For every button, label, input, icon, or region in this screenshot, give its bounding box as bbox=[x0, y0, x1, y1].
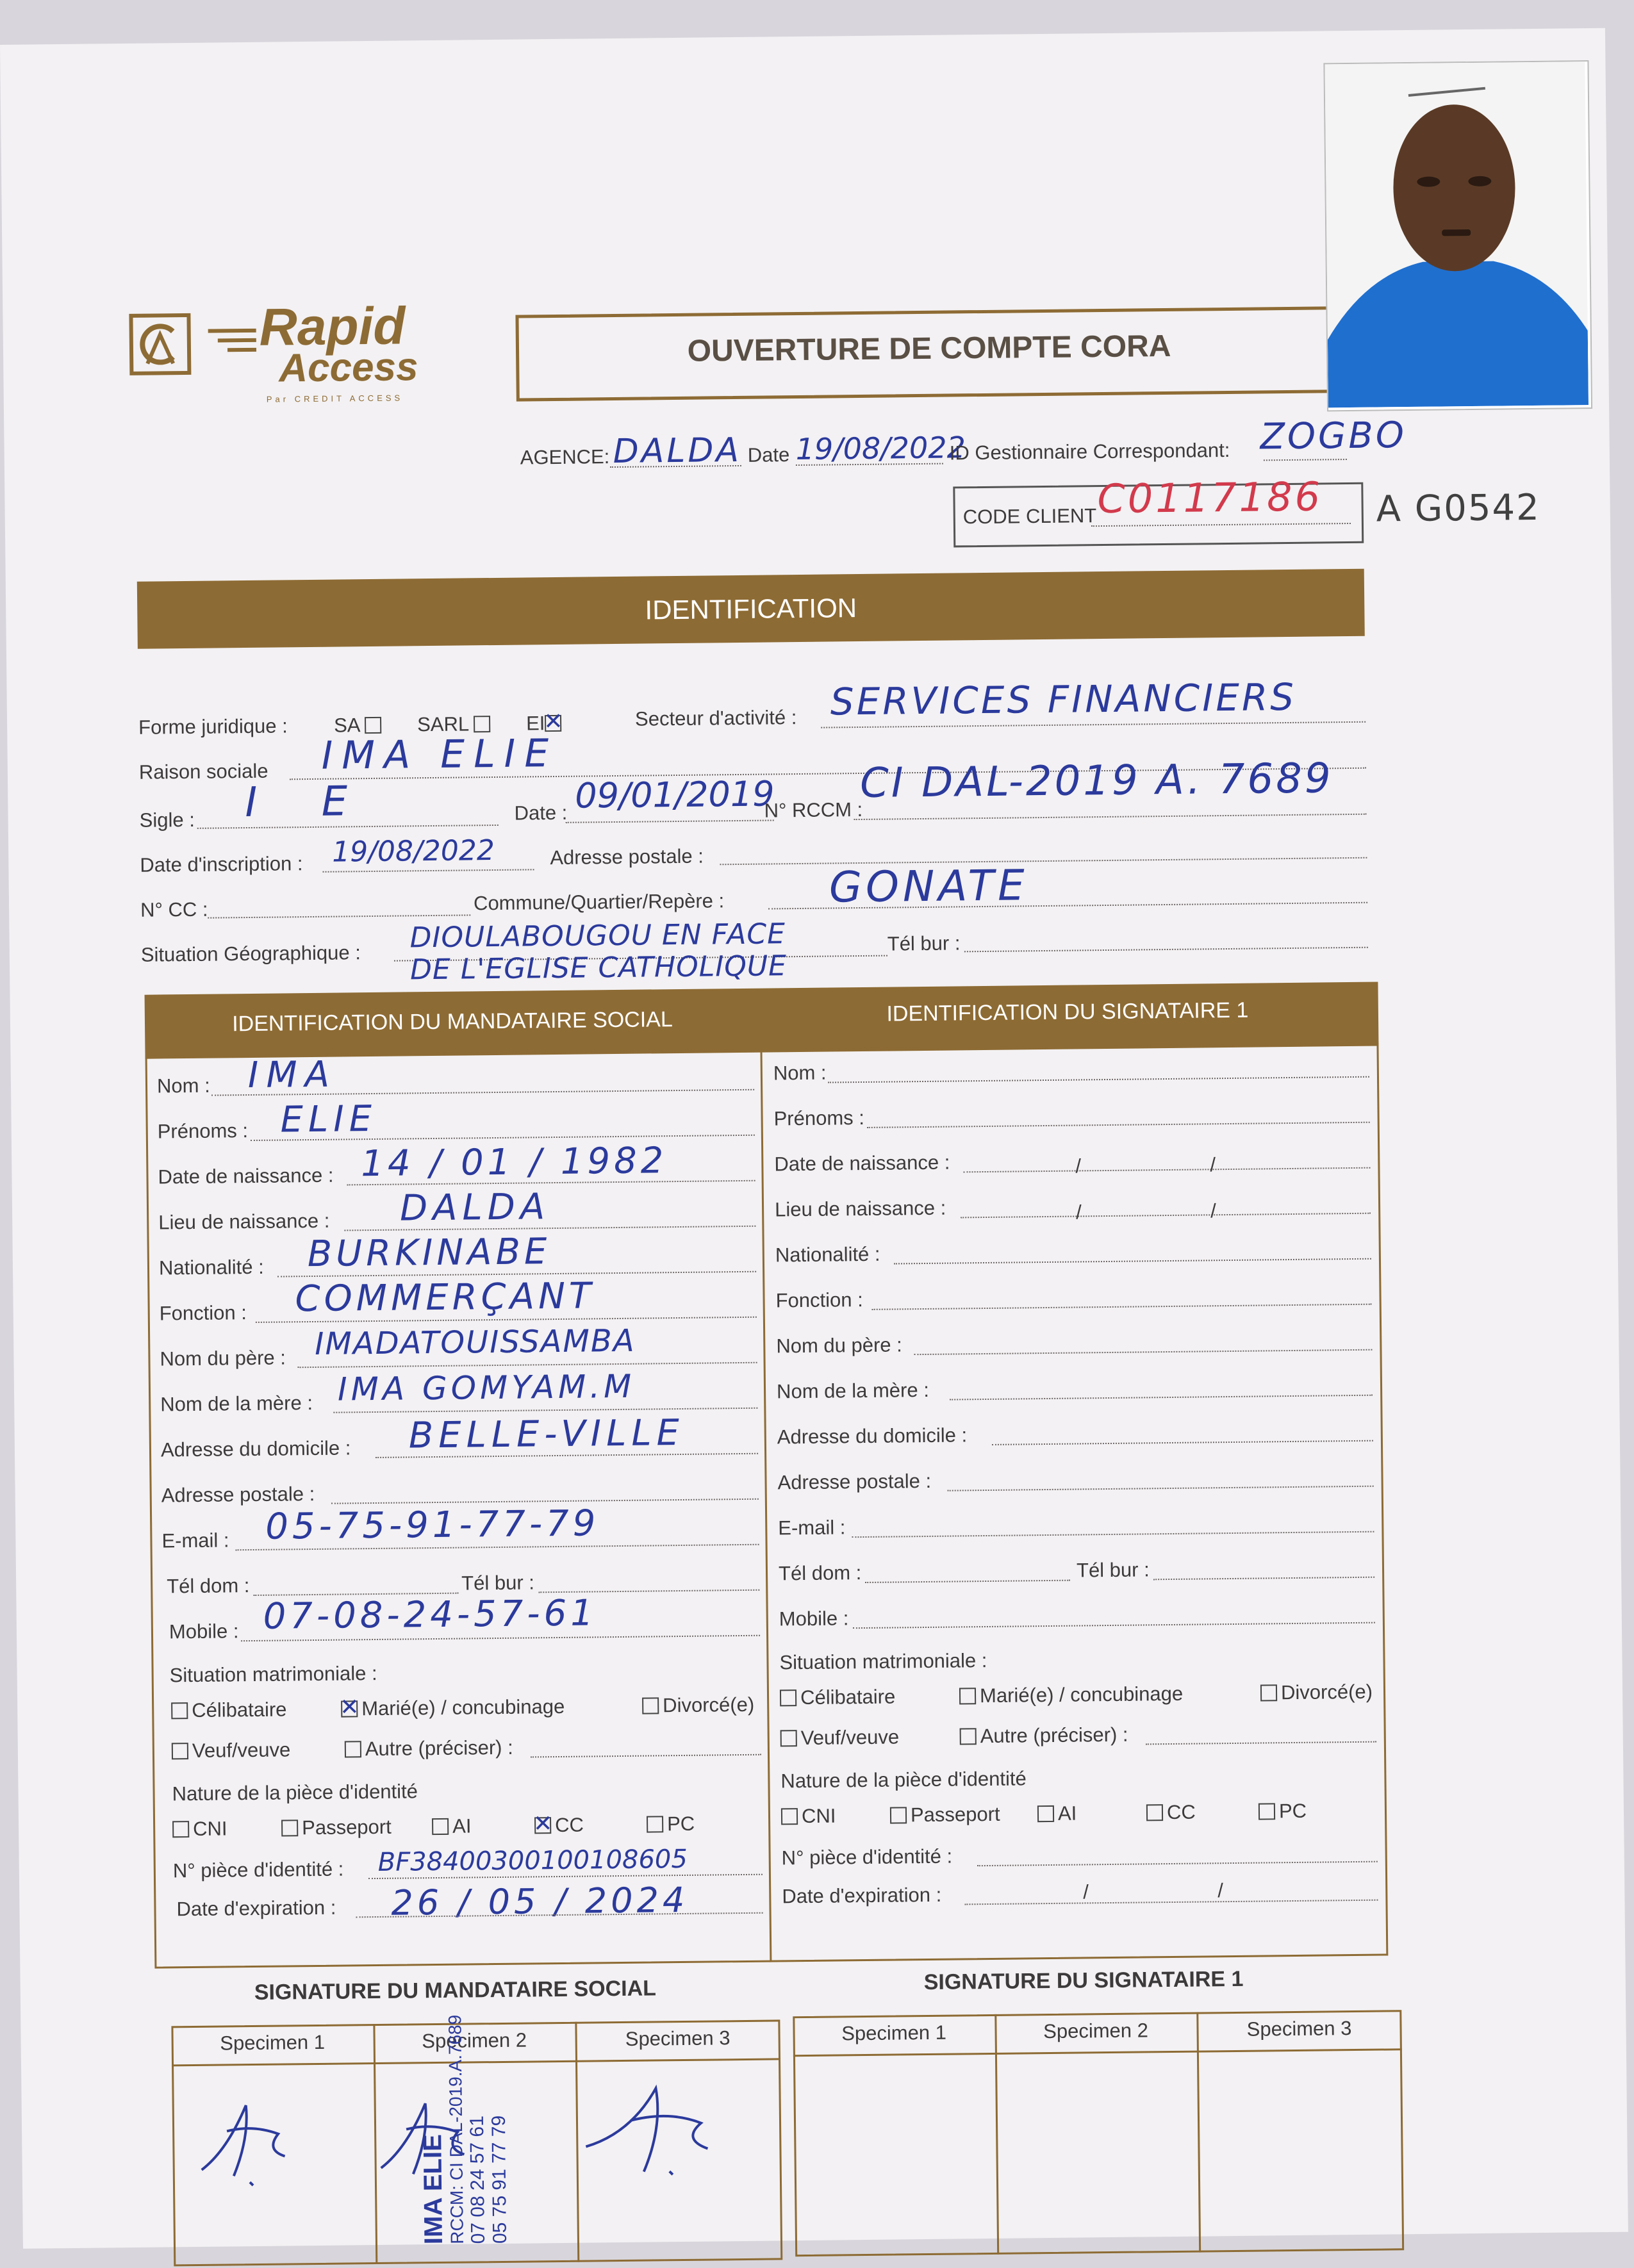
signataire-veuf[interactable] bbox=[780, 1725, 900, 1750]
mandataire-celibataire[interactable] bbox=[171, 1698, 287, 1722]
mandataire-piece-num-label: N° pièce d'identité : bbox=[172, 1857, 344, 1882]
mandataire-nationalite-value: BURKINABE bbox=[307, 1231, 551, 1276]
mandataire-mere-value: IMA GOMYAM.M bbox=[337, 1367, 636, 1408]
mandataire-pc-label: PC bbox=[666, 1812, 695, 1836]
signataire-date-slash: / bbox=[1075, 1201, 1082, 1224]
signataire-passeport[interactable] bbox=[890, 1803, 1000, 1827]
date-inscription-field[interactable] bbox=[323, 869, 534, 872]
signataire-divorce[interactable] bbox=[1260, 1680, 1373, 1705]
signataire-nationalite-label: Nationalité : bbox=[775, 1242, 880, 1267]
signature-specimen-1 bbox=[188, 2085, 304, 2196]
signataire-date-slash: / bbox=[1210, 1153, 1216, 1176]
situation-geo-value-2: DE L'EGLISE CATHOLIQUE bbox=[409, 949, 788, 987]
signataire-fonction-label: Fonction : bbox=[775, 1288, 863, 1312]
signataire-celibataire-label: Célibataire bbox=[800, 1685, 896, 1709]
mandataire-celibataire-label: Célibataire bbox=[192, 1698, 287, 1722]
signataire-divorce-checkbox[interactable] bbox=[1260, 1684, 1277, 1701]
mandataire-cc[interactable] bbox=[534, 1814, 584, 1837]
date-inscription-label: Date d'inscription : bbox=[140, 852, 303, 876]
signataire-cni-checkbox[interactable] bbox=[781, 1808, 798, 1825]
page-title: OUVERTURE DE COMPTE CORA bbox=[687, 329, 1171, 368]
signataire-cni-label: CNI bbox=[801, 1804, 836, 1828]
situation-geo-value-1: DIOULABOUGOU EN FACE bbox=[409, 917, 786, 955]
company-stamp bbox=[418, 2014, 511, 2244]
mandataire-lieu-label: Lieu de naissance : bbox=[158, 1209, 330, 1234]
mandataire-tel-dom-label: Tél dom : bbox=[167, 1574, 250, 1598]
stamp-line-4: 05 75 91 77 79 bbox=[488, 2115, 511, 2244]
rccm-value: CI DAL-2019 A. 7689 bbox=[859, 755, 1333, 808]
signataire-tel-dom-label: Tél dom : bbox=[778, 1561, 862, 1585]
signataire-marie-checkbox[interactable] bbox=[959, 1688, 976, 1704]
mandataire-lieu-value: DALDA bbox=[399, 1186, 550, 1229]
mandataire-cni-checkbox[interactable] bbox=[172, 1821, 189, 1837]
mandataire-mobile-label: Mobile : bbox=[169, 1620, 239, 1643]
signataire-veuf-checkbox[interactable] bbox=[780, 1730, 797, 1746]
stamp-line-2: RCCM: CI DAL-2019.A.7689 bbox=[445, 2014, 467, 2244]
mandataire-naissance-label: Date de naissance : bbox=[158, 1163, 334, 1188]
signataire-prenoms-label: Prénoms : bbox=[773, 1106, 865, 1130]
signataire-autre-checkbox[interactable] bbox=[960, 1728, 977, 1745]
gestionnaire-field[interactable] bbox=[1264, 459, 1347, 461]
mandataire-divorce-checkbox[interactable] bbox=[642, 1697, 659, 1714]
date-value: 19/08/2022 bbox=[795, 430, 966, 467]
signature-mandataire-title: SIGNATURE DU MANDATAIRE SOCIAL bbox=[254, 1976, 657, 2005]
mandataire-pc[interactable] bbox=[647, 1812, 695, 1836]
forme-juridique-label: Forme juridique : bbox=[138, 714, 288, 739]
signataire-heading: IDENTIFICATION DU SIGNATAIRE 1 bbox=[886, 998, 1249, 1026]
brand-name-line2: Access bbox=[278, 345, 418, 391]
signataire-ai[interactable] bbox=[1037, 1802, 1077, 1826]
signataire-tel-bur-label: Tél bur : bbox=[1076, 1558, 1150, 1582]
ncc-label: N° CC : bbox=[140, 898, 208, 921]
sarl-checkbox[interactable] bbox=[474, 716, 490, 732]
mandataire-pc-checkbox[interactable] bbox=[647, 1816, 663, 1832]
left-specimen-1: Specimen 1 bbox=[220, 2030, 326, 2055]
commune-label: Commune/Quartier/Repère : bbox=[473, 889, 725, 915]
stamp-line-1: IMA ELIE bbox=[418, 2134, 448, 2245]
signataire-cni[interactable] bbox=[781, 1804, 836, 1828]
situation-geo-label: Situation Géographique : bbox=[140, 941, 361, 966]
gestionnaire-value: ZOGBO bbox=[1260, 415, 1407, 458]
commune-value: GONATE bbox=[829, 860, 1029, 912]
signataire-celibataire[interactable] bbox=[780, 1686, 896, 1710]
signataire-ai-label: AI bbox=[1057, 1802, 1077, 1825]
brand-tagline: Par CREDIT ACCESS bbox=[266, 393, 404, 404]
secteur-label: Secteur d'activité : bbox=[634, 706, 797, 730]
mandataire-matrimoniale-label: Situation matrimoniale : bbox=[169, 1661, 377, 1687]
identification-heading: IDENTIFICATION bbox=[137, 569, 1365, 649]
signataire-date-slash: / bbox=[1217, 1879, 1224, 1902]
sa-checkbox[interactable] bbox=[365, 717, 381, 734]
signataire-date-slash: / bbox=[1083, 1880, 1089, 1903]
signataire-ai-checkbox[interactable] bbox=[1037, 1805, 1054, 1822]
mandataire-fonction-label: Fonction : bbox=[159, 1301, 247, 1325]
mandataire-domicile-value: BELLE-VILLE bbox=[408, 1411, 685, 1457]
signataire-mere-label: Nom de la mère : bbox=[776, 1378, 930, 1403]
credit-access-logo-icon bbox=[128, 312, 192, 377]
signataire-piece-num-label: N° pièce d'identité : bbox=[781, 1845, 953, 1869]
rccm-label: N° RCCM : bbox=[764, 798, 863, 822]
signataire-autre-label: Autre (préciser) : bbox=[980, 1723, 1128, 1748]
mandataire-expiration-value: 26 / 05 / 2024 bbox=[391, 1879, 689, 1923]
mandataire-divorce[interactable] bbox=[642, 1693, 754, 1718]
mandataire-adresse-postale-label: Adresse postale : bbox=[161, 1482, 315, 1507]
applicant-photo bbox=[1323, 60, 1592, 411]
mandataire-marie[interactable] bbox=[341, 1695, 565, 1721]
mandataire-email-label: E-mail : bbox=[161, 1529, 229, 1552]
mandataire-veuf[interactable] bbox=[172, 1738, 291, 1763]
mandataire-expiration-label: Date d'expiration : bbox=[176, 1896, 336, 1921]
mandataire-piece-nature-label: Nature de la pièce d'identité bbox=[172, 1780, 418, 1805]
mandataire-cni[interactable] bbox=[172, 1817, 227, 1841]
right-specimen-2: Specimen 2 bbox=[1043, 2019, 1149, 2043]
form-sheet bbox=[0, 28, 1628, 2249]
mandataire-passeport-checkbox[interactable] bbox=[281, 1820, 298, 1836]
ei-label: EI bbox=[525, 712, 545, 735]
mandataire-veuf-checkbox[interactable] bbox=[172, 1743, 188, 1759]
mandataire-piece-value: BF38400300100108605 bbox=[377, 1844, 688, 1877]
signataire-pc[interactable] bbox=[1259, 1800, 1307, 1823]
mandataire-mobile-value: 07-08-24-57-61 bbox=[263, 1592, 598, 1638]
signature-specimen-3 bbox=[572, 2075, 727, 2192]
signataire-mobile-label: Mobile : bbox=[779, 1607, 849, 1631]
signataire-cc-label: CC bbox=[1166, 1800, 1196, 1824]
raison-sociale-label: Raison sociale bbox=[138, 759, 268, 784]
mandataire-mere-label: Nom de la mère : bbox=[160, 1392, 313, 1416]
signataire-expiration-label: Date d'expiration : bbox=[782, 1883, 942, 1908]
signataire-pere-label: Nom du père : bbox=[776, 1333, 902, 1358]
signataire-matrimoniale-label: Situation matrimoniale : bbox=[779, 1649, 987, 1674]
mandataire-column bbox=[0, 28, 1605, 45]
mandataire-passeport[interactable] bbox=[281, 1816, 392, 1840]
signature-signataire-table bbox=[793, 2010, 1404, 2256]
code-client-label: CODE CLIENT bbox=[962, 504, 1097, 529]
mandataire-nationalite-label: Nationalité : bbox=[158, 1255, 264, 1279]
left-specimen-3: Specimen 3 bbox=[625, 2026, 730, 2050]
signataire-cc[interactable] bbox=[1146, 1801, 1196, 1825]
mandataire-pere-value: IMADATOUISSAMBA bbox=[314, 1322, 636, 1362]
date-creation-field[interactable] bbox=[566, 819, 774, 823]
date-label: Date bbox=[747, 443, 790, 466]
mandataire-domicile-label: Adresse du domicile : bbox=[160, 1436, 351, 1461]
mandataire-ai-checkbox[interactable] bbox=[432, 1818, 449, 1835]
mandataire-fonction-value: COMMERÇANT bbox=[295, 1275, 595, 1320]
mandataire-cc-label: CC bbox=[554, 1813, 584, 1837]
mandataire-marie-checkbox[interactable] bbox=[341, 1700, 358, 1717]
signataire-veuf-label: Veuf/veuve bbox=[800, 1725, 900, 1750]
mandataire-ai[interactable] bbox=[432, 1814, 472, 1838]
mandataire-celibataire-checkbox[interactable] bbox=[171, 1702, 188, 1719]
brand-name-line1: Rapid bbox=[259, 297, 406, 357]
signataire-marie-label: Marié(e) / concubinage bbox=[979, 1682, 1184, 1707]
mandataire-cc-checkbox[interactable] bbox=[534, 1817, 551, 1834]
right-specimen-3: Specimen 3 bbox=[1246, 2017, 1352, 2041]
side-note: A G0542 bbox=[1376, 486, 1541, 530]
right-specimen-1: Specimen 1 bbox=[841, 2021, 947, 2045]
mandataire-prenoms-label: Prénoms : bbox=[157, 1119, 249, 1143]
signataire-column bbox=[0, 28, 1605, 45]
signataire-autre[interactable] bbox=[960, 1723, 1128, 1748]
signataire-piece-nature-label: Nature de la pièce d'identité bbox=[780, 1767, 1027, 1793]
signataire-pc-label: PC bbox=[1278, 1799, 1307, 1823]
mandataire-nom-label: Nom : bbox=[156, 1074, 210, 1097]
sigle-value: I E bbox=[245, 777, 374, 827]
signataire-date-slash: / bbox=[1210, 1199, 1216, 1222]
mandataire-autre-checkbox[interactable] bbox=[345, 1741, 361, 1757]
mandataire-heading: IDENTIFICATION DU MANDATAIRE SOCIAL bbox=[232, 1007, 673, 1037]
mandataire-ai-label: AI bbox=[452, 1814, 472, 1837]
mandataire-marie-label: Marié(e) / concubinage bbox=[361, 1695, 565, 1720]
left-specimen-2: Specimen 2 bbox=[422, 2028, 527, 2053]
mandataire-naissance-value: 14 / 01 / 1982 bbox=[360, 1140, 668, 1185]
tel-bur-label: Tél bur : bbox=[887, 932, 961, 955]
ei-checkbox-checked[interactable] bbox=[545, 715, 561, 732]
agence-label: AGENCE: bbox=[520, 445, 610, 469]
sigle-label: Sigle : bbox=[139, 808, 195, 832]
date-creation-value: 09/01/2019 bbox=[574, 773, 775, 816]
signataire-nom-label: Nom : bbox=[773, 1061, 827, 1085]
signataire-passeport-checkbox[interactable] bbox=[890, 1807, 907, 1823]
signataire-marie[interactable] bbox=[959, 1682, 1183, 1708]
code-client-value: C0117186 bbox=[1097, 473, 1323, 523]
sa-label: SA bbox=[333, 714, 359, 737]
agence-value: DALDA bbox=[613, 431, 742, 472]
adresse-postale-field[interactable] bbox=[720, 857, 1367, 866]
mandataire-prenoms-value: ELIE bbox=[280, 1097, 377, 1141]
stamp-line-3: 07 08 24 57 61 bbox=[466, 2116, 489, 2244]
signataire-domicile-label: Adresse du domicile : bbox=[777, 1424, 968, 1449]
sarl-label: SARL bbox=[417, 712, 469, 736]
mandataire-cni-label: CNI bbox=[192, 1817, 227, 1840]
raison-sociale-value: IMA ELIE bbox=[321, 730, 558, 778]
tel-bur-field[interactable] bbox=[964, 947, 1368, 953]
signataire-divorce-label: Divorcé(e) bbox=[1280, 1680, 1373, 1704]
signataire-date-slash: / bbox=[1075, 1155, 1082, 1178]
ncc-field[interactable] bbox=[208, 914, 470, 918]
portrait-image bbox=[1325, 62, 1589, 407]
mandataire-autre[interactable] bbox=[345, 1736, 513, 1761]
speed-lines-icon bbox=[202, 324, 260, 363]
signataire-email-label: E-mail : bbox=[778, 1516, 846, 1540]
signataire-passeport-label: Passeport bbox=[910, 1802, 1000, 1827]
adresse-postale-label: Adresse postale : bbox=[550, 844, 704, 869]
mandataire-tel-bur-label: Tél bur : bbox=[461, 1571, 535, 1595]
signataire-celibataire-checkbox[interactable] bbox=[780, 1689, 796, 1706]
signataire-lieu-label: Lieu de naissance : bbox=[774, 1196, 946, 1221]
mandataire-divorce-label: Divorcé(e) bbox=[663, 1693, 755, 1717]
mandataire-email-value: 05-75-91-77-79 bbox=[265, 1502, 600, 1548]
mandataire-nom-value: IMA bbox=[247, 1053, 338, 1097]
mandataire-autre-label: Autre (préciser) : bbox=[365, 1736, 513, 1761]
mandataire-pere-label: Nom du père : bbox=[160, 1346, 286, 1370]
brand-logo bbox=[128, 297, 449, 418]
date-inscription-value: 19/08/2022 bbox=[331, 834, 495, 869]
secteur-value: SERVICES FINANCIERS bbox=[830, 675, 1297, 724]
gestionnaire-label: ID Gestionnaire Correspondant: bbox=[949, 438, 1230, 464]
date-creation-label: Date : bbox=[514, 801, 568, 825]
signature-signataire-title: SIGNATURE DU SIGNATAIRE 1 bbox=[923, 1966, 1244, 1995]
signataire-cc-checkbox[interactable] bbox=[1146, 1804, 1163, 1821]
signataire-naissance-label: Date de naissance : bbox=[774, 1151, 950, 1176]
rccm-field[interactable] bbox=[854, 814, 1367, 820]
signataire-pc-checkbox[interactable] bbox=[1259, 1803, 1275, 1820]
signataire-adresse-postale-label: Adresse postale : bbox=[777, 1469, 932, 1494]
mandataire-veuf-label: Veuf/veuve bbox=[192, 1738, 291, 1763]
mandataire-passeport-label: Passeport bbox=[301, 1815, 392, 1839]
